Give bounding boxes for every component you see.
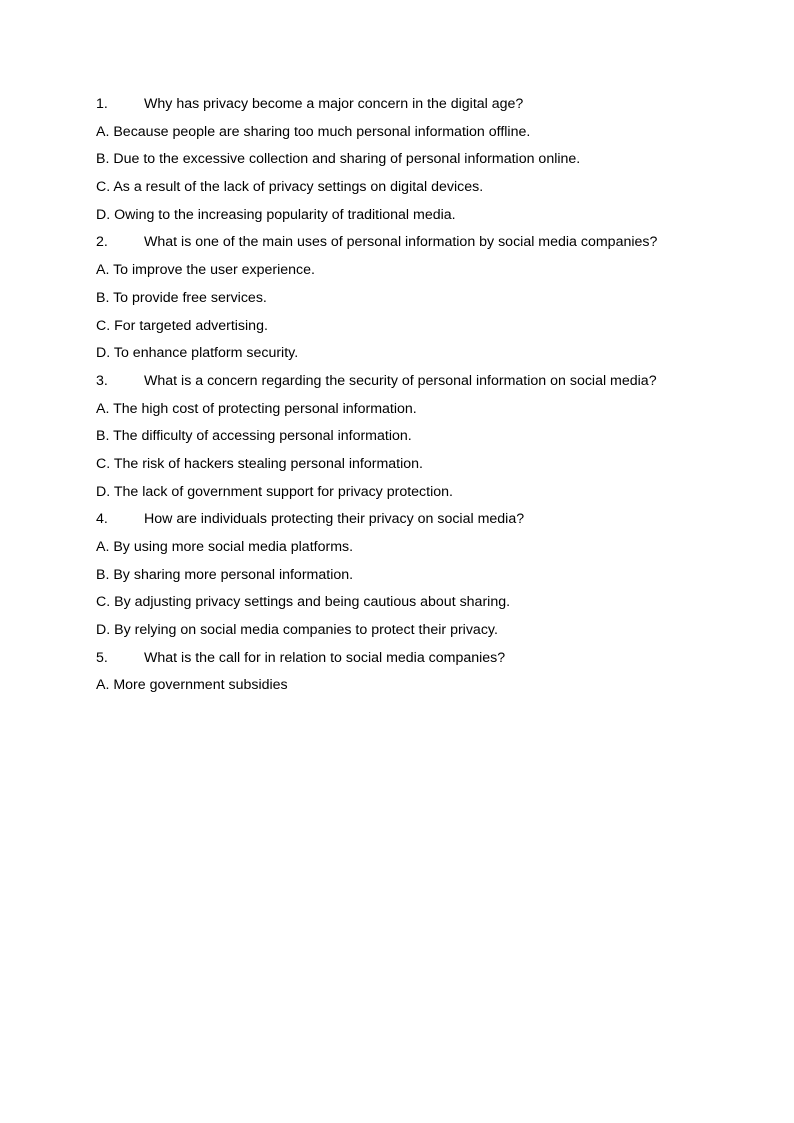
option: B. By sharing more personal information. bbox=[96, 566, 354, 583]
option: A. The high cost of protecting personal information. bbox=[96, 400, 417, 417]
question-number: 4. bbox=[96, 511, 108, 528]
question-text: Why has privacy become a major concern in the digital age? bbox=[144, 96, 524, 112]
question-3 bbox=[96, 371, 716, 399]
question-text: What is a concern regarding the security of personal information on social media? bbox=[144, 372, 657, 389]
question-2 bbox=[96, 232, 716, 260]
option: D. The lack of government support for privacy protection. bbox=[96, 483, 453, 500]
option: C. By adjusting privacy settings and being cautious about sharing. bbox=[96, 594, 511, 611]
option: B. Due to the excessive collection and sharing of personal information online. bbox=[96, 151, 581, 168]
option: D. By relying on social media companies to protect their privacy. bbox=[96, 622, 498, 639]
option: C. For targeted advertising. bbox=[96, 317, 268, 334]
question-text: How are individuals protecting their privacy on social media? bbox=[144, 511, 525, 528]
option: A. By using more social media platforms. bbox=[96, 539, 354, 555]
option: C. As a result of the lack of privacy settings on digital devices. bbox=[96, 179, 484, 196]
option: A. To improve the user experience. bbox=[96, 262, 315, 279]
question-4 bbox=[96, 509, 716, 537]
option: D. Owing to the increasing popularity of traditional media. bbox=[96, 206, 456, 223]
question-text: What is the call for in relation to social media companies? bbox=[144, 649, 506, 666]
option: B. The difficulty of accessing personal information. bbox=[96, 428, 412, 445]
option: A. More government subsidies bbox=[96, 677, 288, 694]
option: A. Because people are sharing too much personal information offline. bbox=[96, 123, 531, 140]
question-text: What is one of the main uses of personal information by social media companies? bbox=[144, 234, 658, 251]
question-number: 1. bbox=[96, 96, 108, 112]
question-5 bbox=[96, 648, 716, 676]
question-number: 3. bbox=[96, 372, 108, 389]
question-number: 5. bbox=[96, 649, 108, 666]
question-1 bbox=[96, 94, 716, 122]
option: B. To provide free services. bbox=[96, 289, 267, 306]
question-list bbox=[96, 94, 716, 703]
question-number: 2. bbox=[96, 234, 108, 251]
option: D. To enhance platform security. bbox=[96, 345, 299, 362]
option: C. The risk of hackers stealing personal information. bbox=[96, 455, 423, 472]
